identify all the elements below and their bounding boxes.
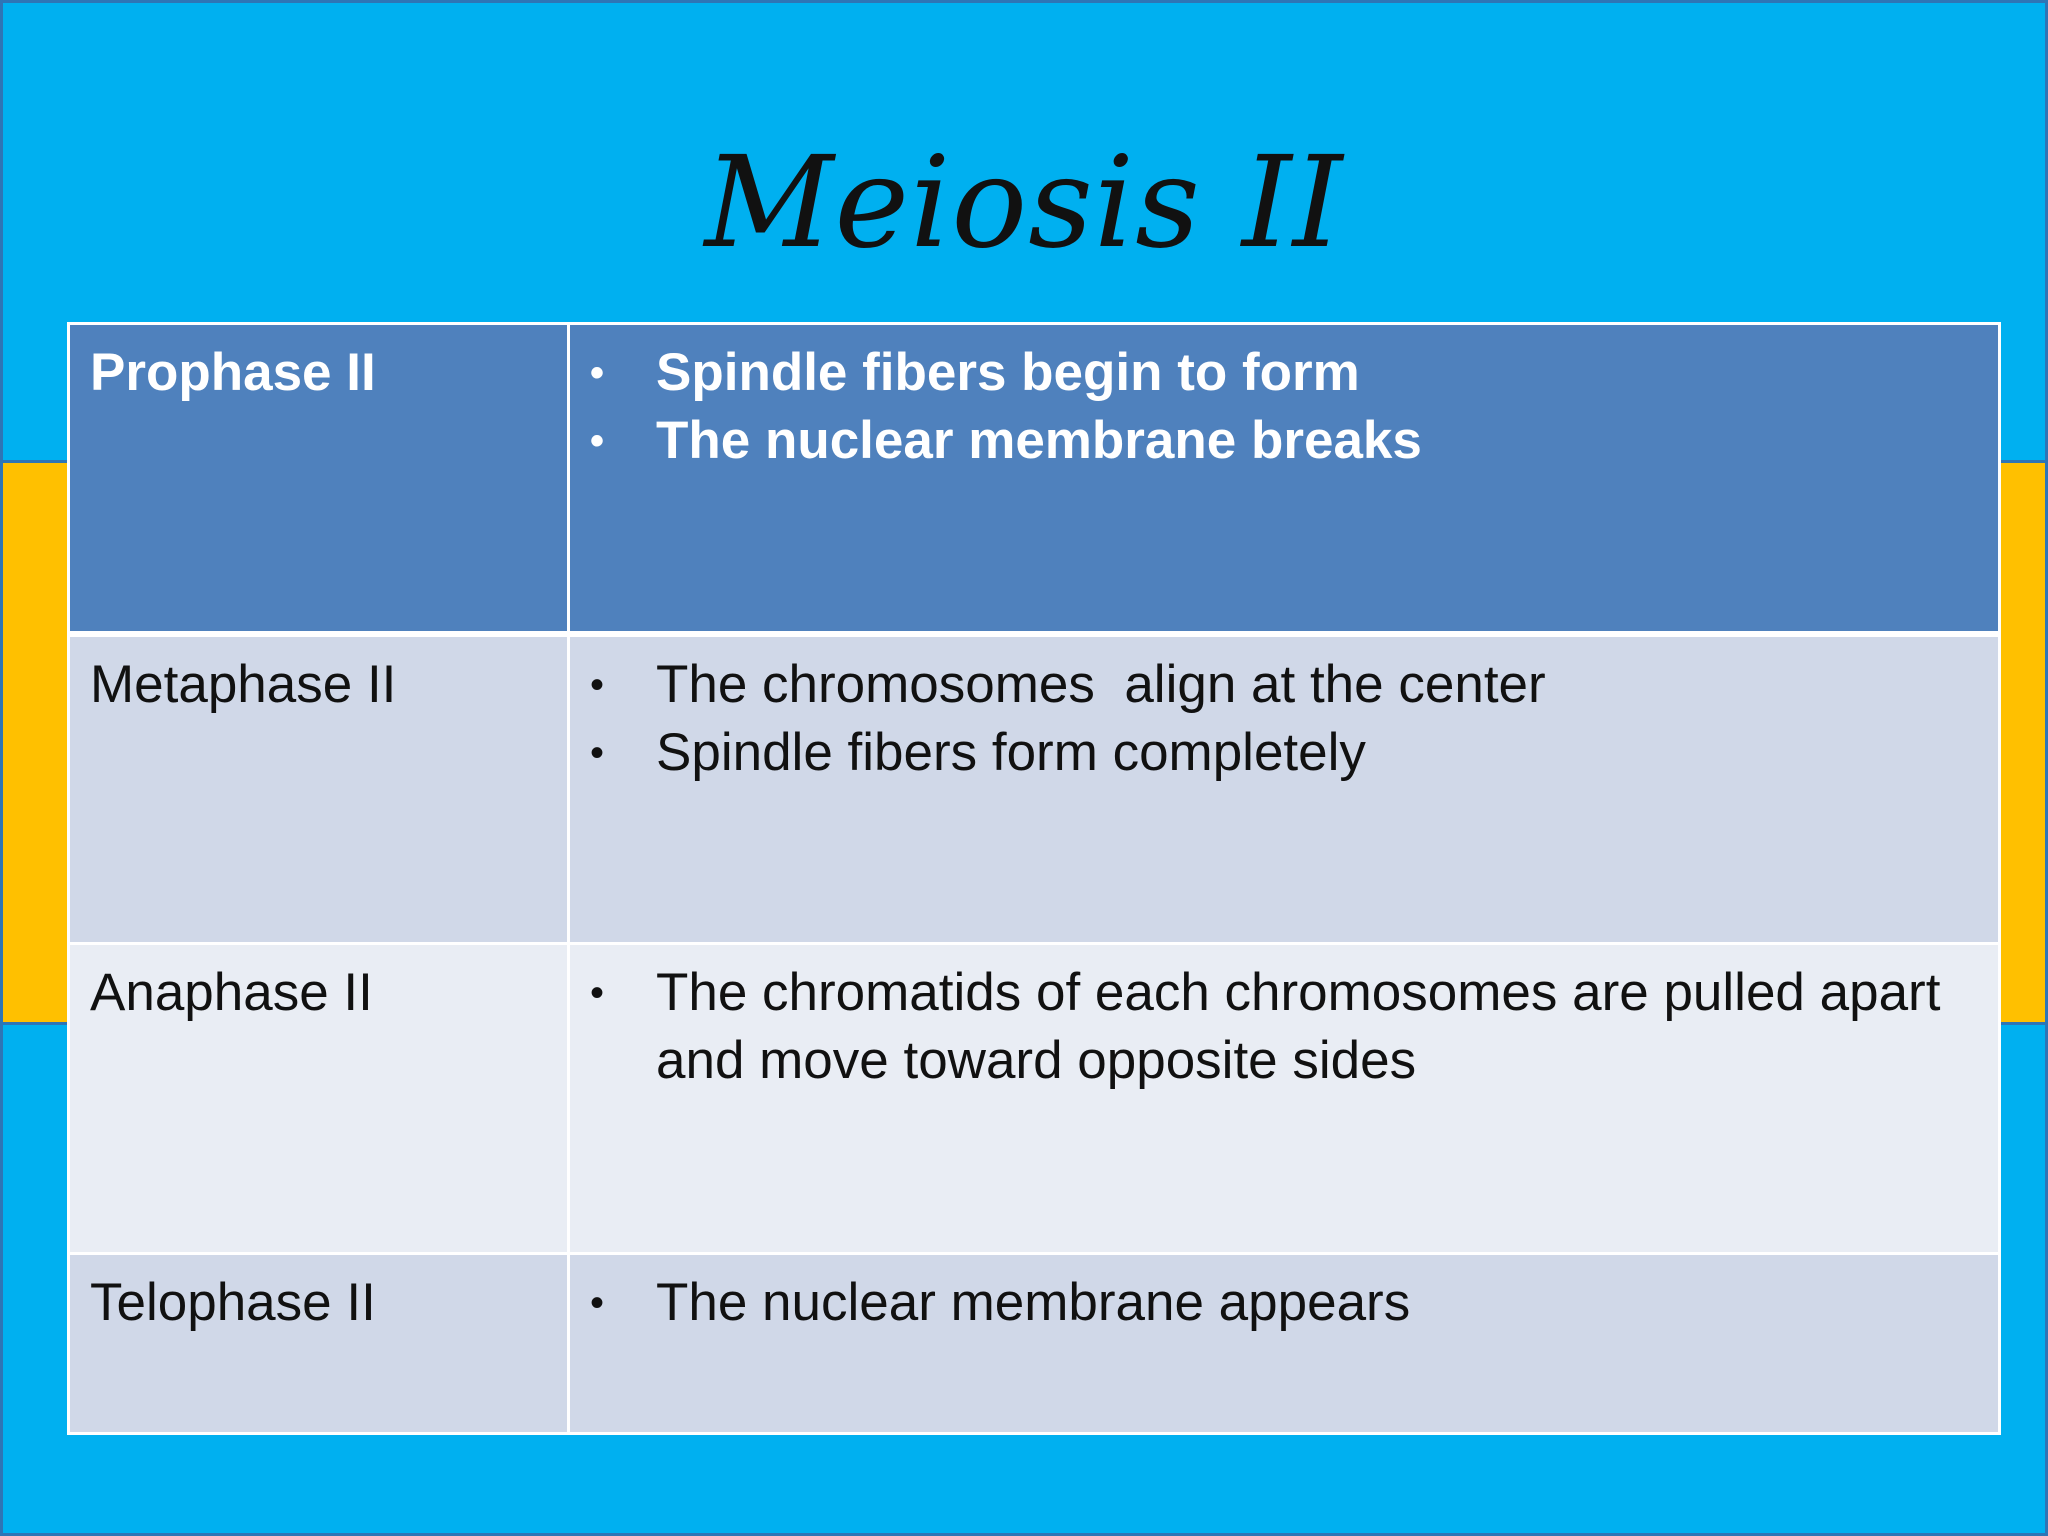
point-text: The nuclear membrane appears	[656, 1273, 1411, 1332]
point-text: Spindle fibers form completely	[656, 722, 1366, 782]
list-item	[570, 959, 1998, 1095]
phase-cell	[69, 324, 569, 634]
slide-title: Meiosis II	[704, 129, 1344, 276]
description-cell	[569, 944, 2000, 1254]
list-item	[570, 1269, 1998, 1337]
description-cell	[569, 634, 2000, 944]
point-text: The chromatids of each chromosomes are pulled apart and move toward opposite sides	[656, 963, 1941, 1090]
bullet-icon: •	[590, 351, 605, 395]
list-item	[570, 719, 1998, 787]
table-row-metaphase	[69, 634, 2000, 944]
bullet-list	[570, 325, 1998, 475]
phase-cell	[69, 944, 569, 1254]
phases-table	[67, 322, 2001, 1435]
bullet-icon: •	[590, 730, 605, 775]
table-row-telophase	[69, 1254, 2000, 1434]
phase-name-metaphase: Metaphase II	[90, 654, 397, 714]
bullet-icon: •	[590, 419, 605, 463]
list-item	[570, 407, 1998, 475]
table-row-prophase	[69, 324, 2000, 634]
bullet-icon: •	[590, 1281, 605, 1325]
table-row-anaphase	[69, 944, 2000, 1254]
bullet-icon: •	[590, 971, 605, 1015]
point-text: The nuclear membrane breaks	[656, 411, 1422, 470]
phase-cell	[69, 1254, 569, 1434]
phase-name-anaphase: Anaphase II	[90, 963, 373, 1022]
list-item	[570, 651, 1998, 719]
description-cell	[569, 324, 2000, 634]
phase-name-prophase: Prophase II	[90, 343, 376, 402]
description-cell	[569, 1254, 2000, 1434]
phase-name-telophase: Telophase II	[90, 1273, 376, 1332]
bullet-list	[570, 945, 1998, 1095]
bullet-list	[570, 637, 1998, 787]
bullet-list	[570, 1255, 1998, 1337]
phase-cell	[69, 634, 569, 944]
point-text: Spindle fibers begin to form	[656, 343, 1360, 402]
bullet-icon: •	[590, 662, 605, 707]
point-text: The chromosomes align at the center	[656, 654, 1546, 714]
list-item	[570, 339, 1998, 407]
